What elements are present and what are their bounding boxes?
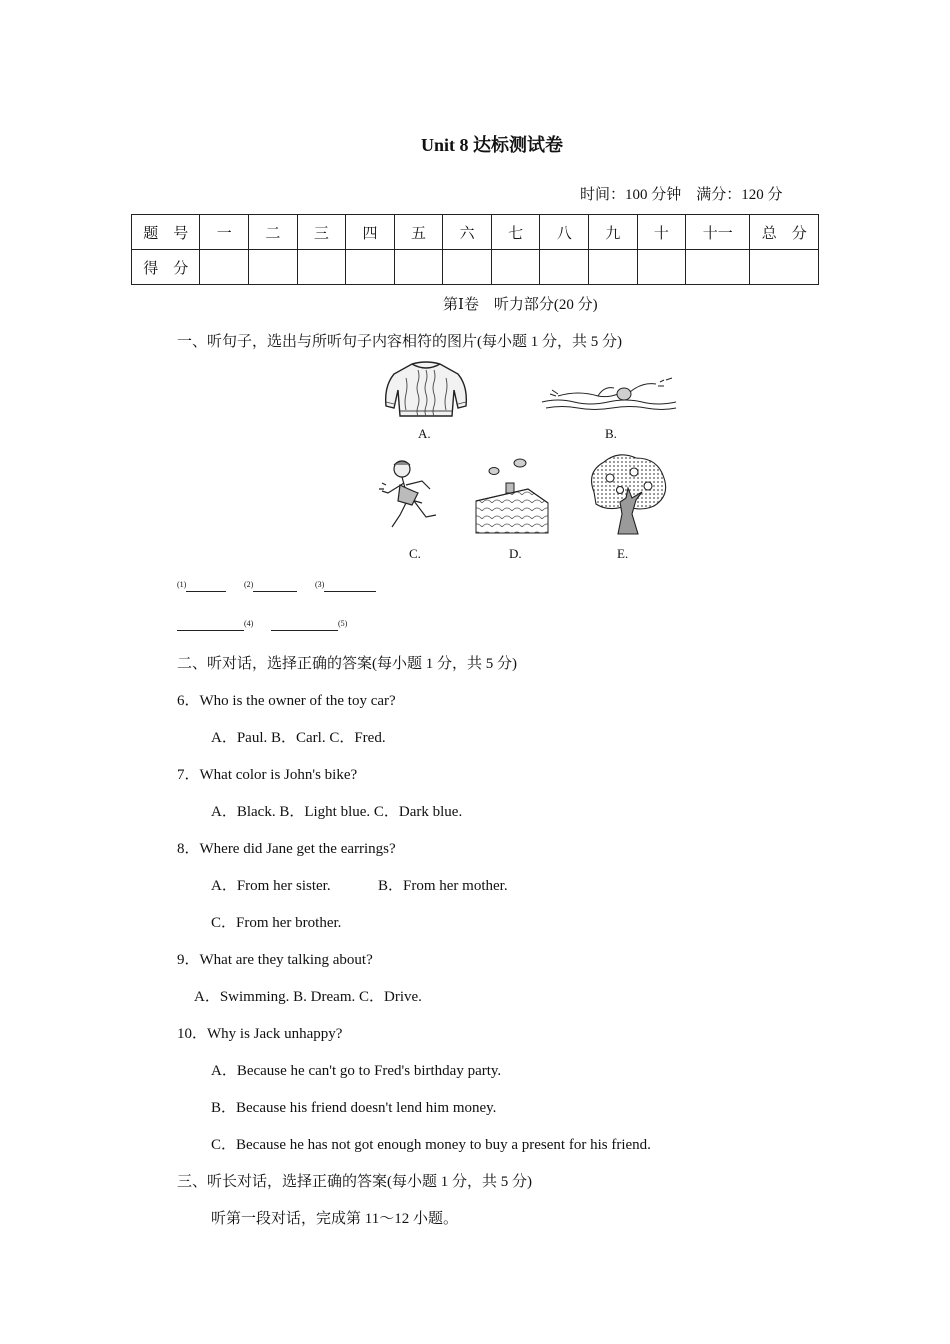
exam-meta: 时间：100 分钟 满分：120 分 — [580, 187, 783, 203]
score-cell[interactable] — [249, 250, 298, 285]
score-cell[interactable] — [443, 250, 492, 285]
question-7: 7．What color is John's bike? — [177, 767, 358, 783]
answer-blank-3[interactable]: (3) — [315, 574, 376, 592]
picture-label-b: B. — [605, 426, 617, 441]
score-cell[interactable] — [686, 250, 750, 285]
answer-blank-4[interactable]: (4) — [177, 612, 253, 631]
page-title: Unit 8 达标测试卷 — [420, 135, 563, 155]
header-cell: 十一 — [686, 215, 750, 250]
answer-blank-5[interactable]: (5) — [271, 612, 347, 631]
part-title: 第Ⅰ卷 听力部分(20 分) — [443, 297, 598, 313]
header-cell: 七 — [491, 215, 540, 250]
header-cell: 三 — [297, 215, 346, 250]
answer-blank-1[interactable]: (1) — [177, 574, 226, 592]
question-6-options[interactable]: A．Paul. B．Carl. C．Fred. — [211, 730, 386, 746]
score-table — [131, 214, 819, 285]
question-10-option-b[interactable]: B．Because his friend doesn't lend him money. — [211, 1100, 497, 1116]
score-cell[interactable] — [394, 250, 443, 285]
section2-heading: 二、听对话，选择正确的答案(每小题 1 分，共 5 分) — [177, 656, 517, 672]
score-table-score-row — [132, 250, 819, 285]
score-cell[interactable] — [637, 250, 686, 285]
picture-label-a: A. — [418, 426, 431, 441]
question-9-options[interactable]: A．Swimming. B. Dream. C．Drive. — [194, 989, 422, 1005]
header-cell: 九 — [588, 215, 637, 250]
row-label: 得 分 — [132, 250, 200, 285]
roof-icon — [472, 455, 552, 537]
header-cell: 题 号 — [132, 215, 200, 250]
section3-heading: 三、听长对话，选择正确的答案(每小题 1 分，共 5 分) — [177, 1174, 532, 1190]
swimmer-icon — [538, 374, 680, 416]
question-9: 9．What are they talking about? — [177, 952, 373, 968]
header-cell: 十 — [637, 215, 686, 250]
score-cell[interactable] — [200, 250, 249, 285]
answer-blank-2[interactable]: (2) — [244, 574, 297, 592]
header-cell: 总 分 — [750, 215, 819, 250]
picture-label-e: E. — [617, 546, 629, 561]
section1-heading: 一、听句子，选出与所听句子内容相符的图片(每小题 1 分，共 5 分) — [177, 334, 622, 350]
question-6: 6．Who is the owner of the toy car? — [177, 693, 396, 709]
question-8-option-b[interactable]: B．From her mother. — [378, 878, 508, 894]
score-table-header-row — [132, 215, 819, 250]
running-girl-icon — [378, 455, 442, 539]
header-cell: 八 — [540, 215, 589, 250]
question-8-option-a[interactable]: A．From her sister. — [211, 878, 331, 894]
section3-subheading: 听第一段对话，完成第 11～12 小题。 — [211, 1211, 458, 1227]
picture-label-d: D. — [509, 546, 522, 561]
sweater-icon — [382, 360, 470, 420]
score-cell[interactable] — [491, 250, 540, 285]
score-cell[interactable] — [297, 250, 346, 285]
header-cell: 一 — [200, 215, 249, 250]
score-cell[interactable] — [540, 250, 589, 285]
question-8-option-c[interactable]: C．From her brother. — [211, 915, 342, 931]
header-cell: 六 — [443, 215, 492, 250]
picture-label-c: C. — [409, 546, 421, 561]
score-cell[interactable] — [588, 250, 637, 285]
header-cell: 二 — [249, 215, 298, 250]
question-10: 10．Why is Jack unhappy? — [177, 1026, 343, 1042]
question-8: 8．Where did Jane get the earrings? — [177, 841, 396, 857]
score-cell[interactable] — [750, 250, 819, 285]
question-7-options[interactable]: A．Black. B．Light blue. C．Dark blue. — [211, 804, 463, 820]
header-cell: 五 — [394, 215, 443, 250]
question-10-option-c[interactable]: C．Because he has not got enough money to buy a present for his friend. — [211, 1137, 651, 1153]
header-cell: 四 — [346, 215, 395, 250]
question-10-option-a[interactable]: A．Because he can't go to Fred's birthday party. — [211, 1063, 502, 1079]
tree-icon — [584, 452, 670, 538]
score-cell[interactable] — [346, 250, 395, 285]
